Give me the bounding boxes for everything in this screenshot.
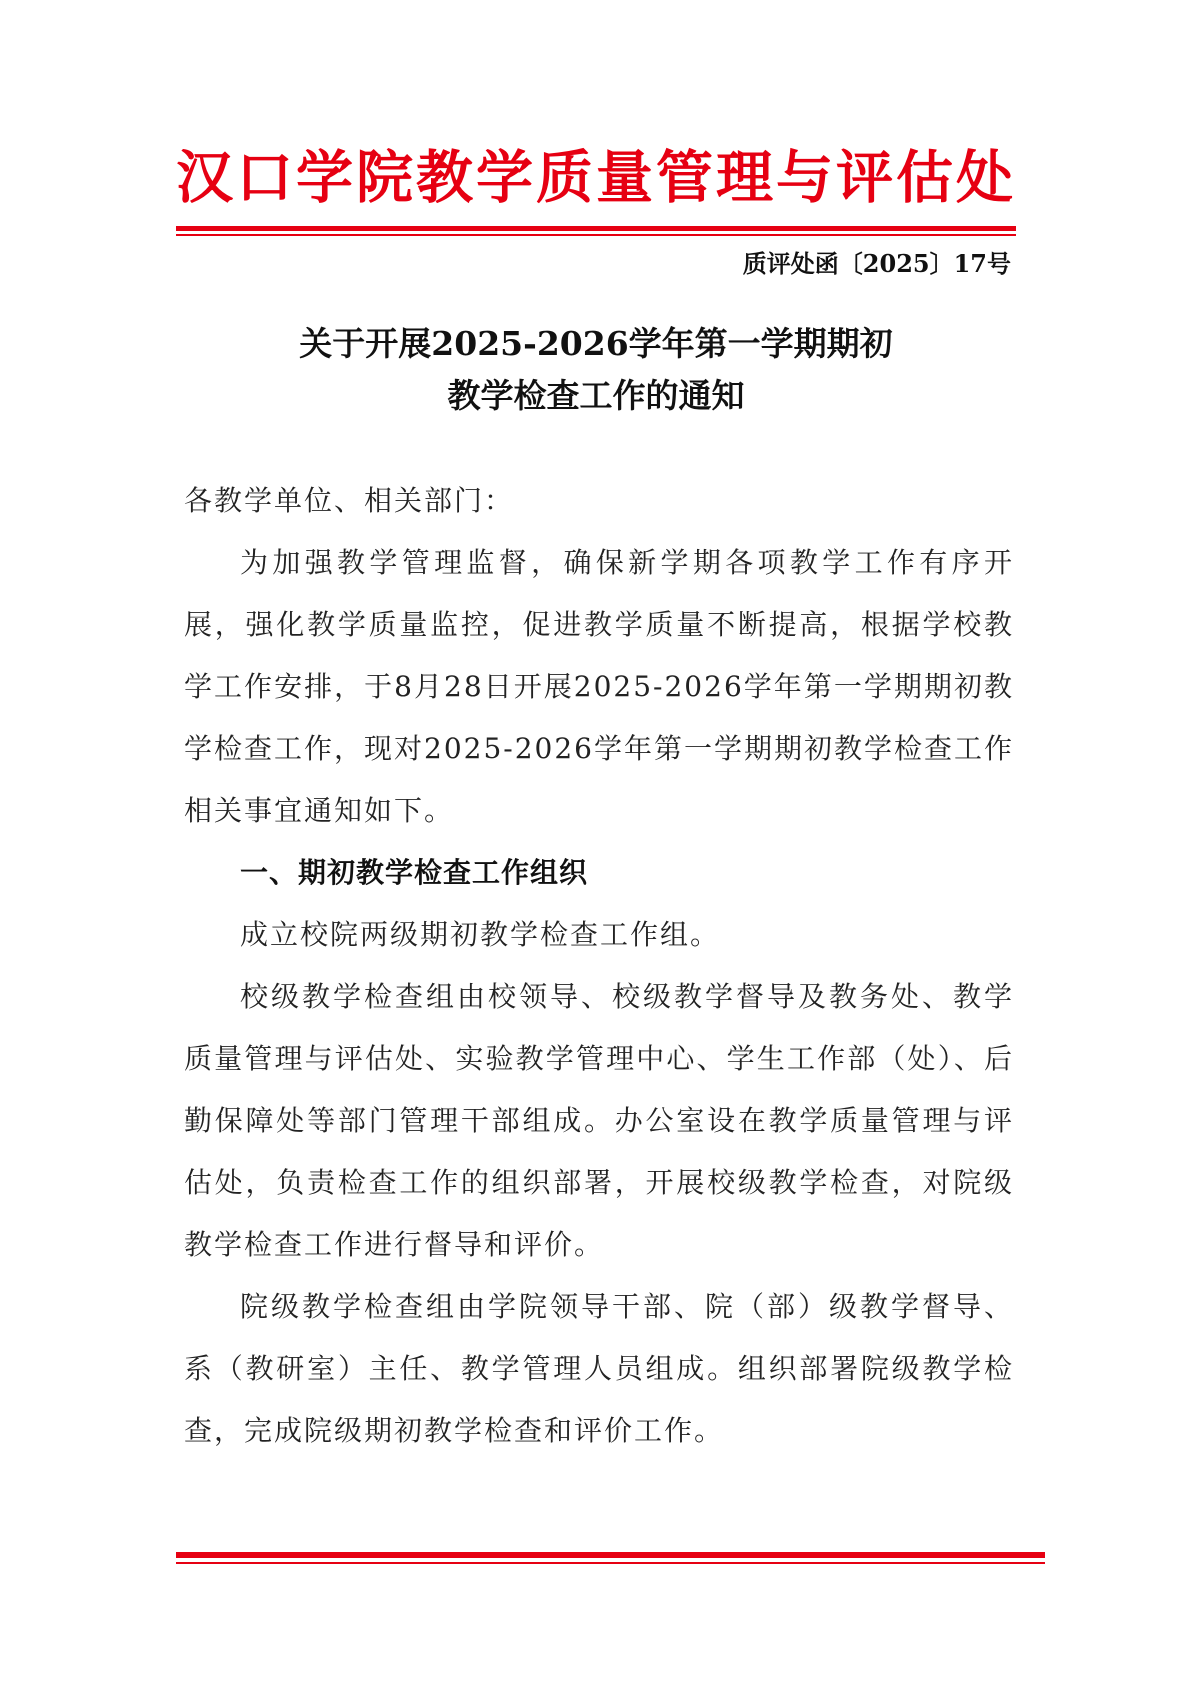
section1-paragraph-1: 成立校院两级期初教学检查工作组。 — [240, 918, 721, 951]
footer-rule-thick — [176, 1552, 1045, 1558]
header-rule-thick — [176, 226, 1016, 231]
footer-rule-thin — [176, 1562, 1045, 1564]
notice-title-line1: 关于开展2025-2026学年第一学期期初 — [299, 324, 893, 363]
section1-paragraph-2: 校级教学检查组由校领导、校级教学督导及教务处、教学质量管理与评估处、实验教学管理中心、学生工作部（处）、后勤保障处等部门管理干部组成。办公室设在教学质量管理与评估处，负责检查工作的组织部署，开展校级教学检查，对院级教学检查工作进行督导和评价。 — [184, 980, 1014, 1261]
intro-paragraph: 为加强教学管理监督，确保新学期各项教学工作有序开展，强化教学质量监控，促进教学质量不断提高，根据学校教学工作安排，于8月28日开展2025-2026学年第一学期期初教学检查工作，现对2025-2026学年第一学期期初教学检查工作相关事宜通知如下。 — [184, 546, 1014, 827]
org-header-title: 汉口学院教学质量管理与评估处 — [176, 144, 1016, 211]
document-number: 质评处函〔2025〕17号 — [742, 249, 1011, 278]
salutation: 各教学单位、相关部门： — [184, 484, 515, 517]
section-heading-1: 一、期初教学检查工作组织 — [240, 856, 589, 889]
notice-title-line2: 教学检查工作的通知 — [447, 376, 745, 415]
notice-body — [184, 470, 1014, 1462]
section1-paragraph-3: 院级教学检查组由学院领导干部、院（部）级教学督导、系（教研室）主任、教学管理人员组成。组织部署院级教学检查，完成院级期初教学检查和评价工作。 — [184, 1290, 1014, 1447]
header-rule-thin — [176, 234, 1016, 236]
